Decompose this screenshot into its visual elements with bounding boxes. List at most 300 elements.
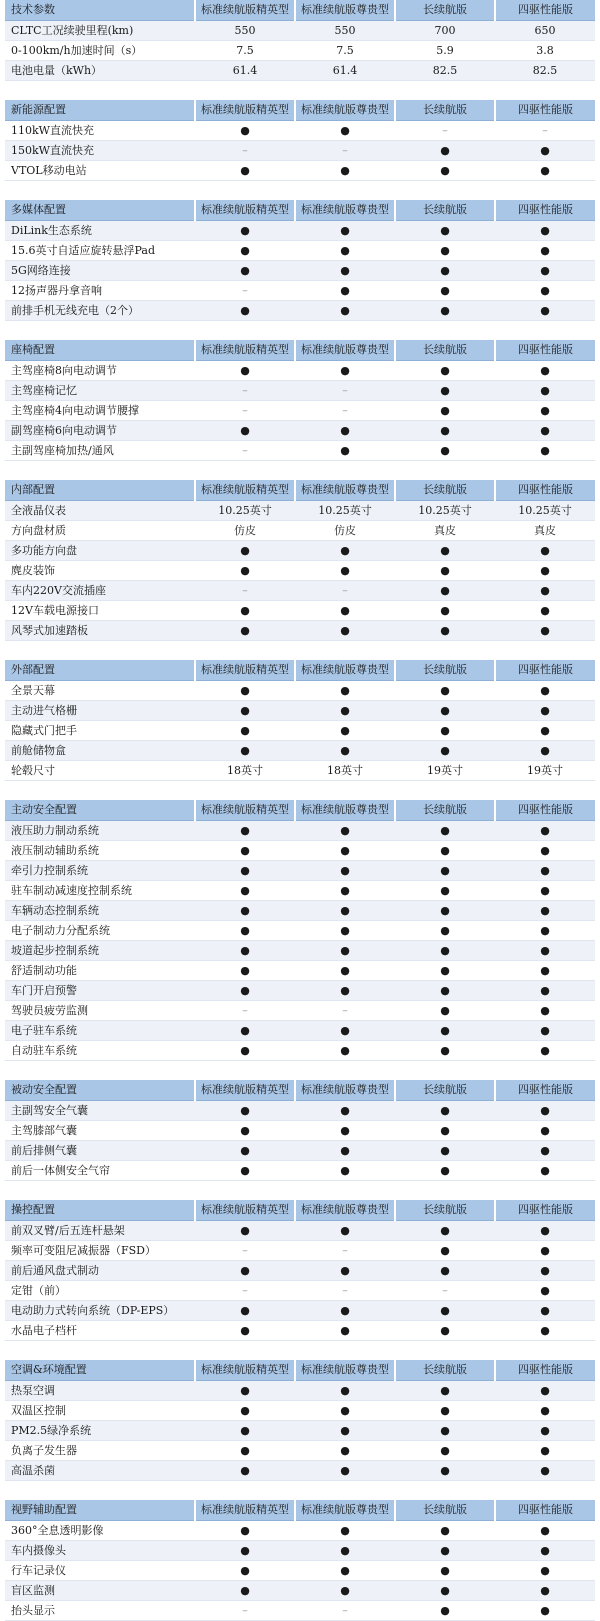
table-row [5, 1000, 595, 1020]
not-available-dash-icon: – [195, 380, 295, 400]
standard-dot-icon: ● [395, 1140, 495, 1160]
column-header-2: 标准续航版尊贵型 [295, 660, 395, 680]
table-row [5, 600, 595, 620]
standard-dot-icon: ● [395, 1400, 495, 1420]
standard-dot-icon: ● [295, 1380, 395, 1400]
value-cell: 10.25英寸 [195, 500, 295, 520]
standard-dot-icon: ● [395, 600, 495, 620]
column-header-1: 标准续航版精英型 [195, 480, 295, 500]
row-label: 坡道起步控制系统 [5, 940, 195, 960]
not-available-dash-icon: – [195, 1240, 295, 1260]
standard-dot-icon: ● [195, 160, 295, 180]
standard-dot-icon: ● [295, 620, 395, 640]
row-label: 12扬声器丹拿音响 [5, 280, 195, 300]
row-label: 0-100km/h加速时间（s） [5, 40, 195, 60]
table-row [5, 520, 595, 540]
row-label: 频率可变阻尼减振器（FSD） [5, 1240, 195, 1260]
section-title: 多媒体配置 [5, 200, 195, 220]
row-label: 牵引力控制系统 [5, 860, 195, 880]
column-header-4: 四驱性能版 [495, 480, 595, 500]
standard-dot-icon: ● [195, 1100, 295, 1120]
standard-dot-icon: ● [395, 1460, 495, 1480]
table-row [5, 1560, 595, 1580]
standard-dot-icon: ● [395, 1540, 495, 1560]
column-header-1: 标准续航版精英型 [195, 200, 295, 220]
value-cell: 10.25英寸 [295, 500, 395, 520]
row-label: 110kW直流快充 [5, 120, 195, 140]
standard-dot-icon: ● [395, 1220, 495, 1240]
standard-dot-icon: ● [195, 960, 295, 980]
standard-dot-icon: ● [395, 860, 495, 880]
not-available-dash-icon: – [195, 140, 295, 160]
standard-dot-icon: ● [495, 900, 595, 920]
standard-dot-icon: ● [295, 1100, 395, 1120]
standard-dot-icon: ● [295, 700, 395, 720]
standard-dot-icon: ● [495, 960, 595, 980]
standard-dot-icon: ● [495, 140, 595, 160]
not-available-dash-icon: – [195, 400, 295, 420]
row-label: PM2.5绿净系统 [5, 1420, 195, 1440]
section-1-header-row [5, 0, 595, 20]
row-label: 12V车载电源接口 [5, 600, 195, 620]
standard-dot-icon: ● [195, 1560, 295, 1580]
standard-dot-icon: ● [195, 360, 295, 380]
standard-dot-icon: ● [195, 1160, 295, 1180]
value-cell: 7.5 [195, 40, 295, 60]
standard-dot-icon: ● [195, 880, 295, 900]
standard-dot-icon: ● [295, 1020, 395, 1040]
standard-dot-icon: ● [195, 260, 295, 280]
not-available-dash-icon: – [395, 1280, 495, 1300]
standard-dot-icon: ● [495, 1600, 595, 1620]
standard-dot-icon: ● [295, 900, 395, 920]
column-header-1: 标准续航版精英型 [195, 1200, 295, 1220]
value-cell: 550 [295, 20, 395, 40]
table-row [5, 920, 595, 940]
standard-dot-icon: ● [195, 300, 295, 320]
column-header-3: 长续航版 [395, 1080, 495, 1100]
standard-dot-icon: ● [295, 1560, 395, 1580]
table-row [5, 1320, 595, 1340]
table-row [5, 1540, 595, 1560]
standard-dot-icon: ● [295, 360, 395, 380]
section-9-header-row [5, 1200, 595, 1220]
standard-dot-icon: ● [195, 940, 295, 960]
standard-dot-icon: ● [395, 1300, 495, 1320]
standard-dot-icon: ● [395, 980, 495, 1000]
row-label: 全液晶仪表 [5, 500, 195, 520]
standard-dot-icon: ● [295, 840, 395, 860]
row-label: 主驾座椅4向电动调节腰撑 [5, 400, 195, 420]
standard-dot-icon: ● [195, 540, 295, 560]
section-title: 被动安全配置 [5, 1080, 195, 1100]
not-available-dash-icon: – [395, 120, 495, 140]
column-header-2: 标准续航版尊贵型 [295, 480, 395, 500]
standard-dot-icon: ● [195, 1140, 295, 1160]
section-10-header-row [5, 1360, 595, 1380]
table-row [5, 680, 595, 700]
value-cell: 61.4 [295, 60, 395, 80]
standard-dot-icon: ● [195, 240, 295, 260]
column-header-4: 四驱性能版 [495, 1080, 595, 1100]
column-header-4: 四驱性能版 [495, 0, 595, 20]
column-header-3: 长续航版 [395, 340, 495, 360]
standard-dot-icon: ● [295, 820, 395, 840]
column-header-3: 长续航版 [395, 100, 495, 120]
standard-dot-icon: ● [195, 720, 295, 740]
table-row [5, 240, 595, 260]
table-row [5, 60, 595, 80]
standard-dot-icon: ● [295, 740, 395, 760]
row-label: 双温区控制 [5, 1400, 195, 1420]
standard-dot-icon: ● [495, 580, 595, 600]
row-label: 隐藏式门把手 [5, 720, 195, 740]
standard-dot-icon: ● [395, 1000, 495, 1020]
not-available-dash-icon: – [195, 280, 295, 300]
standard-dot-icon: ● [395, 1020, 495, 1040]
column-header-3: 长续航版 [395, 1360, 495, 1380]
standard-dot-icon: ● [495, 880, 595, 900]
standard-dot-icon: ● [195, 1220, 295, 1240]
value-cell: 19英寸 [395, 760, 495, 780]
standard-dot-icon: ● [295, 540, 395, 560]
row-label: 定钳（前） [5, 1280, 195, 1300]
row-label: 车辆动态控制系统 [5, 900, 195, 920]
standard-dot-icon: ● [495, 240, 595, 260]
standard-dot-icon: ● [395, 1580, 495, 1600]
table-row [5, 940, 595, 960]
table-row [5, 760, 595, 780]
section-8-header-row [5, 1080, 595, 1100]
standard-dot-icon: ● [395, 360, 495, 380]
row-label: 高温杀菌 [5, 1460, 195, 1480]
standard-dot-icon: ● [295, 1140, 395, 1160]
standard-dot-icon: ● [495, 860, 595, 880]
standard-dot-icon: ● [195, 620, 295, 640]
row-label: 麂皮装饰 [5, 560, 195, 580]
column-header-2: 标准续航版尊贵型 [295, 1500, 395, 1520]
standard-dot-icon: ● [395, 880, 495, 900]
standard-dot-icon: ● [495, 700, 595, 720]
standard-dot-icon: ● [495, 1140, 595, 1160]
table-row [5, 1100, 595, 1120]
table-row [5, 20, 595, 40]
row-label: 主动进气格栅 [5, 700, 195, 720]
standard-dot-icon: ● [495, 1160, 595, 1180]
standard-dot-icon: ● [295, 1420, 395, 1440]
standard-dot-icon: ● [395, 540, 495, 560]
standard-dot-icon: ● [495, 980, 595, 1000]
row-label: 行车记录仪 [5, 1560, 195, 1580]
standard-dot-icon: ● [295, 1160, 395, 1180]
row-label: 负离子发生器 [5, 1440, 195, 1460]
section-gap [5, 1480, 595, 1500]
row-label: 盲区监测 [5, 1580, 195, 1600]
standard-dot-icon: ● [495, 680, 595, 700]
standard-dot-icon: ● [295, 1460, 395, 1480]
standard-dot-icon: ● [495, 1380, 595, 1400]
table-row [5, 900, 595, 920]
standard-dot-icon: ● [195, 980, 295, 1000]
row-label: 主副驾座椅加热/通风 [5, 440, 195, 460]
row-label: 驻车制动减速度控制系统 [5, 880, 195, 900]
table-row [5, 1260, 595, 1280]
standard-dot-icon: ● [195, 1520, 295, 1540]
table-row [5, 160, 595, 180]
table-row [5, 1600, 595, 1620]
row-label: 抬头显示 [5, 1600, 195, 1620]
table-row [5, 400, 595, 420]
value-cell: 真皮 [495, 520, 595, 540]
table-row [5, 1400, 595, 1420]
standard-dot-icon: ● [395, 1600, 495, 1620]
not-available-dash-icon: – [295, 1240, 395, 1260]
table-row [5, 540, 595, 560]
value-cell: 3.8 [495, 40, 595, 60]
table-row [5, 440, 595, 460]
section-11-header-row [5, 1500, 595, 1520]
column-header-3: 长续航版 [395, 0, 495, 20]
row-label: 自动驻车系统 [5, 1040, 195, 1060]
section-title: 空调&环境配置 [5, 1360, 195, 1380]
table-row [5, 1240, 595, 1260]
column-header-2: 标准续航版尊贵型 [295, 1360, 395, 1380]
column-header-2: 标准续航版尊贵型 [295, 1200, 395, 1220]
table-row [5, 140, 595, 160]
standard-dot-icon: ● [395, 280, 495, 300]
standard-dot-icon: ● [395, 1520, 495, 1540]
section-title: 操控配置 [5, 1200, 195, 1220]
section-title: 座椅配置 [5, 340, 195, 360]
table-row [5, 1440, 595, 1460]
standard-dot-icon: ● [395, 300, 495, 320]
standard-dot-icon: ● [495, 1120, 595, 1140]
not-available-dash-icon: – [195, 1600, 295, 1620]
column-header-4: 四驱性能版 [495, 1200, 595, 1220]
table-row [5, 1520, 595, 1540]
row-label: DiLink生态系统 [5, 220, 195, 240]
standard-dot-icon: ● [195, 560, 295, 580]
column-header-3: 长续航版 [395, 800, 495, 820]
not-available-dash-icon: – [295, 580, 395, 600]
standard-dot-icon: ● [495, 560, 595, 580]
section-gap [5, 1340, 595, 1360]
standard-dot-icon: ● [495, 620, 595, 640]
table-row [5, 1380, 595, 1400]
standard-dot-icon: ● [295, 1580, 395, 1600]
value-cell: 5.9 [395, 40, 495, 60]
standard-dot-icon: ● [395, 160, 495, 180]
table-row [5, 420, 595, 440]
standard-dot-icon: ● [295, 600, 395, 620]
row-label: 液压助力制动系统 [5, 820, 195, 840]
standard-dot-icon: ● [295, 120, 395, 140]
row-label: 前舱储物盒 [5, 740, 195, 760]
standard-dot-icon: ● [295, 1260, 395, 1280]
column-header-1: 标准续航版精英型 [195, 660, 295, 680]
value-cell: 550 [195, 20, 295, 40]
spec-sheet [5, 0, 595, 1621]
row-label: 前排手机无线充电（2个） [5, 300, 195, 320]
standard-dot-icon: ● [295, 240, 395, 260]
row-label: 全景天幕 [5, 680, 195, 700]
column-header-1: 标准续航版精英型 [195, 1500, 295, 1520]
row-label: CLTC工况续驶里程(km) [5, 20, 195, 40]
standard-dot-icon: ● [495, 300, 595, 320]
standard-dot-icon: ● [495, 540, 595, 560]
row-label: 多功能方向盘 [5, 540, 195, 560]
section-2-header-row [5, 100, 595, 120]
spec-table [5, 0, 595, 1621]
standard-dot-icon: ● [395, 440, 495, 460]
standard-dot-icon: ● [395, 1260, 495, 1280]
standard-dot-icon: ● [395, 1380, 495, 1400]
not-available-dash-icon: – [195, 1000, 295, 1020]
standard-dot-icon: ● [495, 1580, 595, 1600]
not-available-dash-icon: – [195, 580, 295, 600]
standard-dot-icon: ● [195, 820, 295, 840]
column-header-4: 四驱性能版 [495, 200, 595, 220]
standard-dot-icon: ● [395, 1240, 495, 1260]
table-row [5, 980, 595, 1000]
standard-dot-icon: ● [195, 220, 295, 240]
column-header-3: 长续航版 [395, 660, 495, 680]
column-header-4: 四驱性能版 [495, 1360, 595, 1380]
standard-dot-icon: ● [295, 260, 395, 280]
table-row [5, 1120, 595, 1140]
standard-dot-icon: ● [495, 220, 595, 240]
column-header-4: 四驱性能版 [495, 800, 595, 820]
value-cell: 82.5 [395, 60, 495, 80]
not-available-dash-icon: – [295, 1600, 395, 1620]
standard-dot-icon: ● [495, 360, 595, 380]
table-row [5, 720, 595, 740]
not-available-dash-icon: – [195, 1280, 295, 1300]
row-label: 电池电量（kWh） [5, 60, 195, 80]
section-title: 外部配置 [5, 660, 195, 680]
row-label: VTOL移动电站 [5, 160, 195, 180]
standard-dot-icon: ● [495, 1260, 595, 1280]
table-row [5, 1300, 595, 1320]
standard-dot-icon: ● [195, 900, 295, 920]
standard-dot-icon: ● [495, 600, 595, 620]
standard-dot-icon: ● [395, 1320, 495, 1340]
standard-dot-icon: ● [295, 1400, 395, 1420]
column-header-2: 标准续航版尊贵型 [295, 100, 395, 120]
standard-dot-icon: ● [195, 1020, 295, 1040]
row-label: 主驾膝部气囊 [5, 1120, 195, 1140]
standard-dot-icon: ● [495, 1220, 595, 1240]
column-header-1: 标准续航版精英型 [195, 0, 295, 20]
row-label: 主驾座椅8向电动调节 [5, 360, 195, 380]
standard-dot-icon: ● [295, 880, 395, 900]
row-label: 驾驶员疲劳监测 [5, 1000, 195, 1020]
row-label: 5G网络连接 [5, 260, 195, 280]
standard-dot-icon: ● [395, 1120, 495, 1140]
table-row [5, 1580, 595, 1600]
row-label: 15.6英寸自适应旋转悬浮Pad [5, 240, 195, 260]
standard-dot-icon: ● [295, 680, 395, 700]
standard-dot-icon: ● [495, 740, 595, 760]
value-cell: 82.5 [495, 60, 595, 80]
standard-dot-icon: ● [395, 620, 495, 640]
section-6-header-row [5, 660, 595, 680]
standard-dot-icon: ● [495, 1000, 595, 1020]
standard-dot-icon: ● [395, 260, 495, 280]
standard-dot-icon: ● [295, 220, 395, 240]
row-label: 车内220V交流插座 [5, 580, 195, 600]
standard-dot-icon: ● [395, 700, 495, 720]
standard-dot-icon: ● [195, 1400, 295, 1420]
row-label: 热泵空调 [5, 1380, 195, 1400]
column-header-2: 标准续航版尊贵型 [295, 0, 395, 20]
standard-dot-icon: ● [295, 940, 395, 960]
column-header-3: 长续航版 [395, 480, 495, 500]
standard-dot-icon: ● [495, 1460, 595, 1480]
standard-dot-icon: ● [495, 1020, 595, 1040]
standard-dot-icon: ● [195, 1120, 295, 1140]
standard-dot-icon: ● [395, 840, 495, 860]
not-available-dash-icon: – [295, 380, 395, 400]
standard-dot-icon: ● [395, 900, 495, 920]
standard-dot-icon: ● [295, 440, 395, 460]
standard-dot-icon: ● [395, 400, 495, 420]
value-cell: 仿皮 [295, 520, 395, 540]
standard-dot-icon: ● [295, 960, 395, 980]
standard-dot-icon: ● [495, 1440, 595, 1460]
standard-dot-icon: ● [295, 720, 395, 740]
table-row [5, 120, 595, 140]
standard-dot-icon: ● [495, 1320, 595, 1340]
section-5-header-row [5, 480, 595, 500]
column-header-4: 四驱性能版 [495, 1500, 595, 1520]
column-header-1: 标准续航版精英型 [195, 340, 295, 360]
row-label: 前双叉臂/后五连杆悬架 [5, 1220, 195, 1240]
section-gap [5, 180, 595, 200]
table-row [5, 700, 595, 720]
table-row [5, 1280, 595, 1300]
not-available-dash-icon: – [495, 120, 595, 140]
column-header-1: 标准续航版精英型 [195, 100, 295, 120]
value-cell: 700 [395, 20, 495, 40]
row-label: 舒适制动功能 [5, 960, 195, 980]
row-label: 前后通风盘式制动 [5, 1260, 195, 1280]
value-cell: 10.25英寸 [395, 500, 495, 520]
standard-dot-icon: ● [195, 1540, 295, 1560]
standard-dot-icon: ● [295, 1520, 395, 1540]
standard-dot-icon: ● [395, 740, 495, 760]
standard-dot-icon: ● [395, 420, 495, 440]
row-label: 轮毂尺寸 [5, 760, 195, 780]
table-row [5, 300, 595, 320]
standard-dot-icon: ● [395, 940, 495, 960]
table-row [5, 500, 595, 520]
standard-dot-icon: ● [495, 1540, 595, 1560]
standard-dot-icon: ● [295, 1120, 395, 1140]
standard-dot-icon: ● [295, 160, 395, 180]
row-label: 风琴式加速踏板 [5, 620, 195, 640]
value-cell: 61.4 [195, 60, 295, 80]
standard-dot-icon: ● [395, 560, 495, 580]
row-label: 车内摄像头 [5, 1540, 195, 1560]
standard-dot-icon: ● [495, 1560, 595, 1580]
section-gap [5, 780, 595, 800]
standard-dot-icon: ● [195, 1320, 295, 1340]
table-row [5, 40, 595, 60]
not-available-dash-icon: – [195, 440, 295, 460]
standard-dot-icon: ● [195, 1440, 295, 1460]
standard-dot-icon: ● [295, 980, 395, 1000]
